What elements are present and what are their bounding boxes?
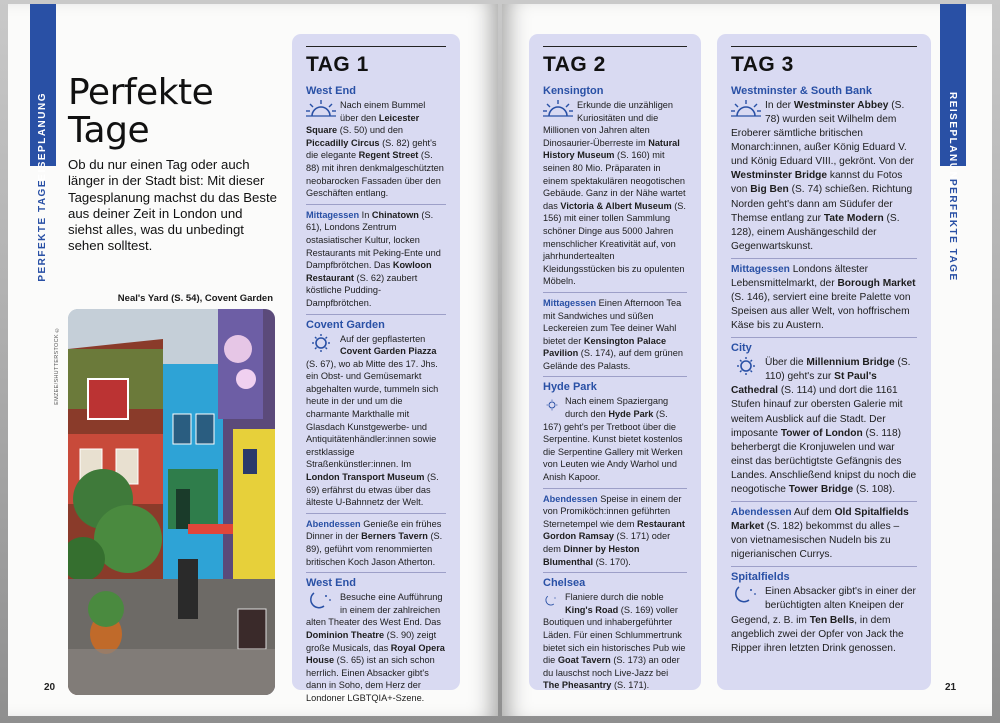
moon-stars-icon <box>543 592 561 610</box>
sun-icon <box>306 334 336 352</box>
section-title: West End <box>306 85 356 97</box>
day-3-heading: TAG 3 <box>731 46 917 77</box>
page-number-left: 20 <box>44 682 56 693</box>
day-2-heading: TAG 2 <box>543 46 687 77</box>
day-3-section-city: City Über die Millennium Bridge (S. 110) geht's zur St Paul's Cathedral (S. 114) und dort die 1161 Stufen hinauf zur obersten Galerie mit weitem Ausblick auf die Stadt. Der imposante Tower of London (S. 118) beherbergt die Kronjuwelen und war einst das berüchtigtste Gefängnis des Landes. Anschließend knipst du noch die neogotische Tower Bridge (S. 108). <box>731 337 917 497</box>
neals-yard-photo <box>68 309 275 695</box>
day-2-section-hyde-park: Hyde Park Nach einem Spaziergang durch den Hyde Park (S. 167) geht's per Tretboot über die Serpentine. Kunst bietet kostenlos die Serpentine Gallery mit Werken von Leuten wie Andy Warhol und Anish Kapoor. <box>543 376 687 483</box>
sun-icon <box>731 100 761 118</box>
page-title: Perfekte Tage <box>68 72 214 151</box>
tab-label-reiseplanung: REISEPLANUNG <box>37 92 48 190</box>
day-1-section-west-end-night: West End Besuche eine Aufführung in einem der zahlreichen alten Theater des West End. Das Dominion Theatre (S. 90) zeigt große Musicals, das Royal Opera House (S. 65) ist an sich schon herrlich. Einen Absacker gibt's dann in Soho, dem Herz der Londoner LGBTQIA+-Szene. <box>306 572 446 704</box>
day-1-heading: TAG 1 <box>306 46 446 77</box>
day-1-section-covent-garden: Covent Garden Auf der gepflasterten Covent Garden Piazza (S. 67), wo ab Mitte des 17. Jhs. ein Obst- und Gemüsemarkt abgehalten wurde, tummeln sich heute in der und um die charmante Markthalle mit Glasdach Kunstgewerbe- und Antiquitätenhändler:innen sowie erstklassige Straßenkünstler:innen. Im London Transport Museum (S. 69) erfährst du etwas über das älteste U-Bahnnetz der Welt. <box>306 314 446 509</box>
day-1-section-west-end: West End Nach einem Bummel über den Leicester Square (S. 50) und den Piccadilly Circus (S. 82) geht's die elegante Regent Street (S. 88) mit ihren denkmalgeschützten neobarocken Fassaden über den Geschäften entlang. <box>306 81 446 200</box>
day-2-section-dinner: Abendessen Speise in einem der von Promiköch:innen geführten Sternetempel wie dem Restaurant Gordon Ramsay (S. 171) oder dem Dinner by Heston Blumenthal (S. 170). <box>543 488 687 569</box>
page-number-right: 21 <box>945 682 957 693</box>
tab-label-perfekte-tage: PERFEKTE TAGE <box>947 179 958 282</box>
photo-credit: EMZEE/SHUTTERSTOCK © <box>54 326 60 405</box>
day-2-card <box>529 34 701 690</box>
right-page <box>502 4 992 716</box>
sun-icon <box>543 100 573 118</box>
tab-label-reiseplanung: REISEPLANUNG <box>947 92 958 190</box>
photo-caption: Neal's Yard (S. 54), Covent Garden <box>117 293 273 304</box>
day-1-card <box>292 34 460 703</box>
day-2-section-kensington: Kensington Erkunde die unzähligen Kuriositäten und die Millionen von Jahren alten Dinosaurier-Überreste im Natural History Museum (S. 160) mit seinen 80 Mio. Präparaten in einem spektakulären neogotischen Gebäude. Ganz in der Nähe wartet das Victoria & Albert Museum (S. 156) mit einer tollen Sammlung schöner Dinge aus 5000 Jahren menschlicher Kreativität auf, von jahrhundertealten Kleidungsstücken bis zu opulenten Möbeln. <box>543 85 686 287</box>
day-3-section-lunch: Mittagessen Londons ältester Lebensmittelmarkt, der Borough Market (S. 146), serviert eine breite Palette von Speisen aus aller Welt, von hoffrischem Käse bis zu Austern. <box>731 258 917 333</box>
moon-stars-icon <box>731 586 761 604</box>
day-3-section-westminster: Westminster & South Bank In der Westminster Abbey (S. 78) wurden seit Wilhelm dem Eroberer sämtliche britischen Monarch:innen, außer König Eduard V. und König Eduard VIII., gekrönt. Von der Westminster Bridge kannst du Fotos von Big Ben (S. 74) schießen. Richtung Norden geht's dann am Südufer der Themse entlang zur Tate Modern (S. 128), einem Aushängeschild der Gegenwartskunst. <box>731 85 914 252</box>
day-2-section-lunch: Mittagessen Einen Afternoon Tea mit Sandwiches und süßen Leckereien zum Tee deiner Wahl bietet der Kensington Palace Pavilion (S. 174), auf dem grünen Gelände des Palasts. <box>543 292 687 373</box>
sun-icon <box>731 357 761 375</box>
intro-text: Ob du nur einen Tag oder auch länger in der Stadt bist: Mit dieser Tagesplanung machst du das Beste aus deiner Zeit in London und siehst alles, was du unbedingt sehen solltest. <box>68 157 277 254</box>
moon-stars-icon <box>306 592 336 610</box>
left-page <box>8 4 498 716</box>
day-1-section-dinner: Abendessen Genieße ein frühes Dinner in der Berners Tavern (S. 89), geführt vom renommierten britischen Koch Jason Atherton. <box>306 513 446 568</box>
sun-icon <box>306 100 336 118</box>
day-3-section-spitalfields: Spitalfields Einen Absacker gibt's in einer der berüchtigten alten Kneipen der Gegend, z. B. im Ten Bells, in dem angeblich zwei der Opfer von Jack the Ripper ihren letzten Drink genossen. <box>731 566 917 655</box>
day-2-section-chelsea: Chelsea Flaniere durch die noble King's Road (S. 169) voller Boutiquen und inhabergeführter Läden. Für einen Schlummertrunk bietet sich ein historisches Pub wie die Goat Tavern (S. 173) an oder du lauschst noch Live-Jazz bei The Pheasantry (S. 171). <box>543 572 687 692</box>
day-1-section-lunch: Mittagessen In Chinatown (S. 61), Londons Zentrum ostasiatischer Kultur, locken Restaurants mit Peking-Ente und Dampfbrötchen. Das Kowloon Restaurant (S. 62) zaubert köstliche Pudding-Dampfbrötchen. <box>306 204 446 310</box>
tab-label-perfekte-tage: PERFEKTE TAGE <box>37 179 48 282</box>
day-3-card <box>717 34 931 690</box>
day-3-section-dinner: Abendessen Auf dem Old Spitalfields Market (S. 182) bekommst du alles – von vietnamesischen Nudeln bis zu nigerianischen Currys. <box>731 501 917 562</box>
sun-icon <box>543 396 561 414</box>
